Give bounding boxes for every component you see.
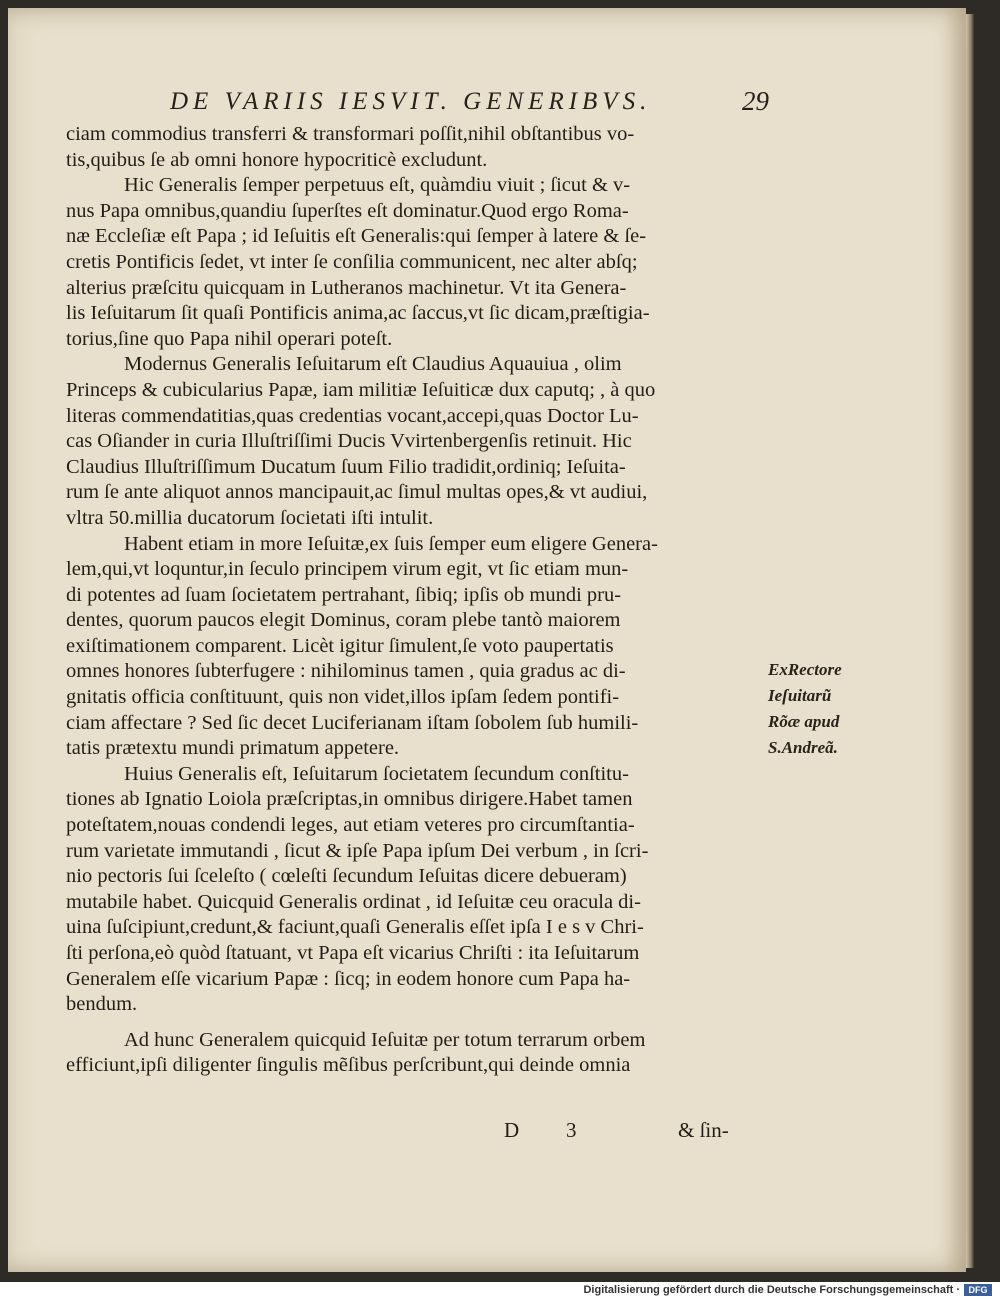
margin-note xyxy=(768,657,878,761)
text-line: Claudius Illuſtriſſimum Ducatum ſuum Filio tradidit,ordiniq; Ieſuita- xyxy=(66,455,626,478)
body-text xyxy=(66,122,766,1079)
text-line: Princeps & cubicularius Papæ, iam militiæ Ieſuiticæ dux caputq; , à quo xyxy=(66,378,656,401)
text-line: cas Oſiander in curia Illuſtriſſimi Ducis Vvirtenbergenſis retinuit. Hic xyxy=(66,430,632,453)
margin-note-line: Rõæ apud xyxy=(768,712,840,731)
footer-bar xyxy=(0,1282,1000,1300)
text-line: rum ſe ante aliquot annos mancipauit,ac ſimul multas opes,& vt audiui, xyxy=(66,481,648,504)
running-head: DE VARIIS IESVIT. GENERIBVS. xyxy=(170,88,652,115)
text-line: tiones ab Ignatio Loiola præſcriptas,in omnibus dirigere.Habet tamen xyxy=(66,788,633,811)
text-line: exiſtimationem comparent. Licèt igitur ſimulent,ſe voto paupertatis xyxy=(66,634,614,657)
text-line: vltra 50.millia ducatorum ſocietati iſti intulit. xyxy=(66,506,434,529)
text-line: poteſtatem,nouas condendi leges, aut etiam veteres pro circumſtantia- xyxy=(66,814,635,837)
text-line: efficiunt,ipſi diligenter ſingulis mẽſibus perſcribunt,qui deinde omnia xyxy=(66,1054,631,1077)
text-line: uina ſuſcipiunt,credunt,& faciunt,quaſi Generalis eſſet ipſa I e s v Chri- xyxy=(66,916,644,939)
text-line: nus Papa omnibus,quandiu ſuperſtes eſt dominatur.Quod ergo Roma- xyxy=(66,199,629,222)
paragraph-start-line: Ad hunc Generalem quicquid Ieſuitæ per totum terrarum orbem xyxy=(124,1028,646,1051)
margin-note-line: Ieſuitarũ xyxy=(768,686,832,705)
text-line: ciam commodius transferri & transformari poſſit,nihil obſtantibus vo- xyxy=(66,123,635,145)
paragraph-start-line: Hic Generalis ſemper perpetuus eſt, quàmdiu viuit ; ſicut & v- xyxy=(124,174,631,197)
text-line: næ Eccleſiæ eſt Papa ; id Ieſuitis eſt Generalis:qui ſemper à latere & ſe- xyxy=(66,225,647,248)
signature-number: 3 xyxy=(566,1118,577,1142)
text-line: di potentes ad ſuam ſocietatem pertrahant, ſibiq; ipſis ob mundi pru- xyxy=(66,583,622,606)
text-line: nio pectoris ſui ſceleſto ( cœleſti ſecundum Ieſuitas dicere debueram) xyxy=(66,865,627,888)
catchword: & ſin- xyxy=(678,1118,729,1142)
text-line: dentes, quorum paucos elegit Dominus, coram plebe tantò maiorem xyxy=(66,609,621,632)
page-number: 29 xyxy=(742,86,769,116)
text-line: mutabile habet. Quicquid Generalis ordinat , id Ieſuitæ ceu oracula di- xyxy=(66,890,641,913)
text-line: literas commendatitias,quas credentias vocant,accepi,quas Doctor Lu- xyxy=(66,404,639,427)
text-line: tatis prætextu mundi primatum appetere. xyxy=(66,737,400,760)
text-line: alterius præſcitu quicquam in Lutheranos machinetur. Vt ita Genera- xyxy=(66,276,627,299)
text-line: tis,quibus ſe ab omni honore hypocriticè excludunt. xyxy=(66,148,488,171)
funding-credit: Digitalisierung gefördert durch die Deutsche Forschungsgemeinschaft · xyxy=(583,1284,960,1296)
signature-mark: D xyxy=(504,1118,520,1142)
text-line: cretis Pontificis ſedet, vt inter ſe conſilia communicent, nec alter abſq; xyxy=(66,250,638,273)
text-line: omnes honores ſubterfugere : nihilominus tamen , quia gradus ac di- xyxy=(66,660,626,683)
page-edge xyxy=(966,14,974,1268)
text-line: Generalem eſſe vicarium Papæ : ſicq; in eodem honore cum Papa ha- xyxy=(66,967,631,990)
paragraph-gap xyxy=(66,1018,766,1028)
text-line: lis Ieſuitarum ſit quaſi Pontificis anima,ac ſaccus,vt ſic dicam,præſtigia- xyxy=(66,302,650,325)
margin-note-line: S.Andreã. xyxy=(768,738,838,757)
text-line: ciam affectare ? Sed ſic decet Luciferianam iſtam ſobolem ſub humili- xyxy=(66,711,639,734)
text-line: lem,qui,vt loquntur,in ſeculo principem virum egit, vt ſic etiam mun- xyxy=(66,558,629,581)
text-line: ſti perſona,eò quòd ſtatuant, vt Papa eſt vicarius Chriſti : ita Ieſuitarum xyxy=(66,942,640,964)
text-line: bendum. xyxy=(66,993,138,1016)
margin-note-line: ExRectore xyxy=(768,660,842,679)
text-line: rum varietate immutandi , ſicut & ipſe Papa ipſum Dei verbum , in ſcri- xyxy=(66,839,649,862)
text-line: gnitatis officia conſtituunt, quis non videt,illos ipſam ſedem pontifi- xyxy=(66,686,620,709)
paragraph-start-line: Huius Generalis eſt, Ieſuitarum ſocietatem ſecundum conſtitu- xyxy=(124,762,629,785)
dfg-logo: DFG xyxy=(964,1284,992,1296)
paragraph-start-line: Habent etiam in more Ieſuitæ,ex ſuis ſemper eum eligere Genera- xyxy=(124,532,658,555)
text-line: torius,ſine quo Papa nihil operari poteſt. xyxy=(66,327,393,350)
paragraph-start-line: Modernus Generalis Ieſuitarum eſt Claudius Aquauiua , olim xyxy=(124,353,622,376)
